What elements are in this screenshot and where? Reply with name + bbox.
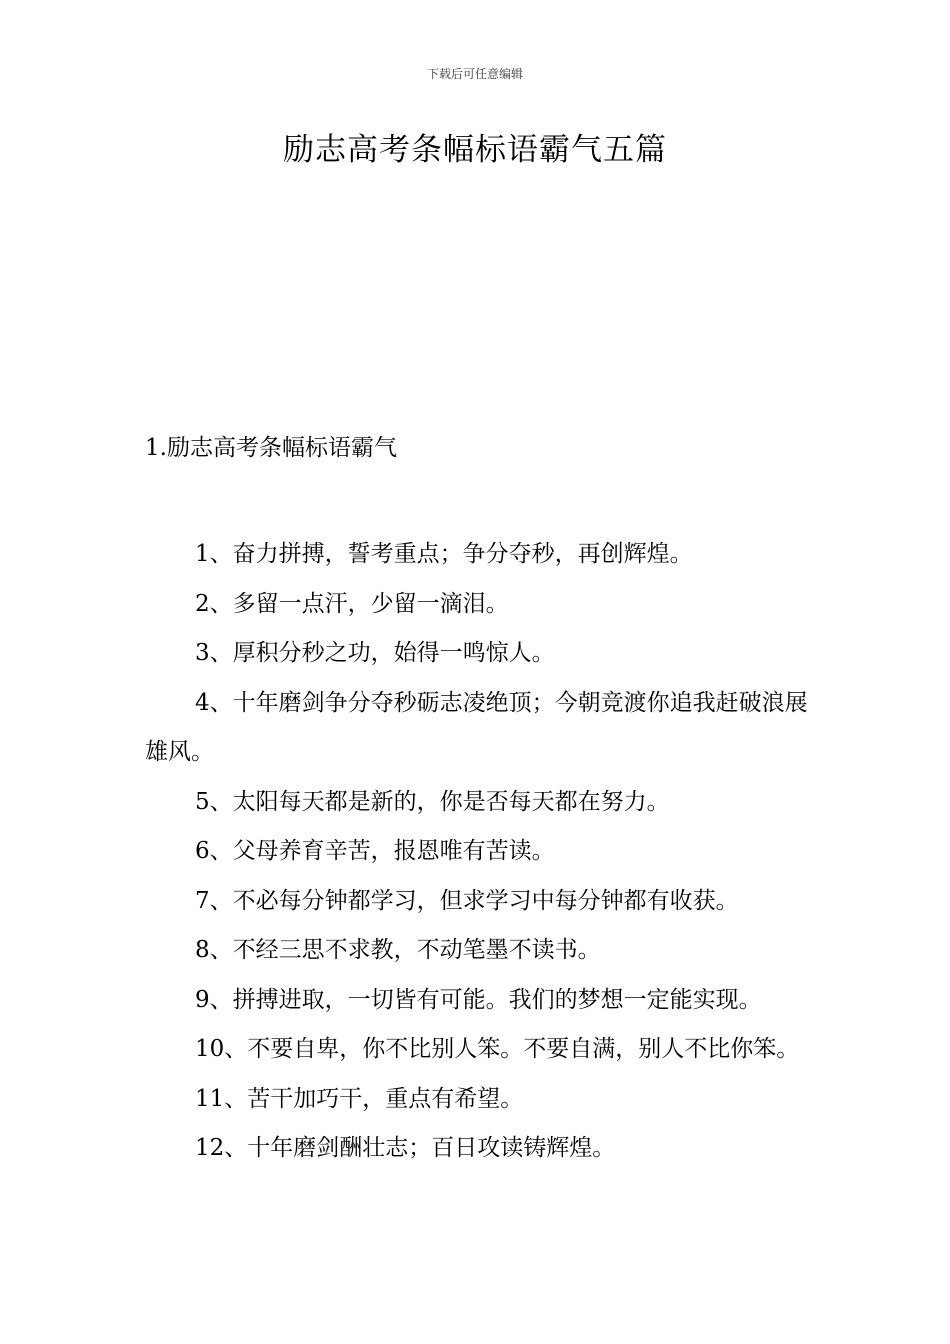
slogan-item: 5、太阳每天都是新的，你是否每天都在努力。	[195, 788, 670, 815]
section-heading: 1.励志高考条幅标语霸气	[145, 435, 397, 461]
slogan-item: 3、厚积分秒之功，始得一鸣惊人。	[195, 640, 555, 666]
document-title: 励志高考条幅标语霸气五篇	[283, 132, 667, 168]
slogan-item: 10、不要自卑，你不比别人笨。不要自满，别人不比你笨。	[195, 1036, 800, 1062]
slogan-list	[145, 530, 810, 1174]
slogan-item: 12、十年磨剑酬壮志；百日攻读铸辉煌。	[195, 1135, 616, 1161]
slogan-item: 1、奋力拼搏，誓考重点；争分夺秒，再创辉煌。	[195, 541, 693, 567]
header-note: 下载后可任意编辑	[426, 67, 523, 81]
slogan-item: 7、不必每分钟都学习，但求学习中每分钟都有收获。	[195, 887, 739, 914]
slogan-item: 6、父母养育辛苦，报恩唯有苦读。	[195, 838, 555, 864]
slogan-item: 8、不经三思不求教，不动笔墨不读书。	[195, 937, 601, 963]
slogan-item: 9、拼搏进取，一切皆有可能。我们的梦想一定能实现。	[195, 986, 762, 1013]
slogan-item: 4、十年磨剑争分夺秒砺志凌绝顶；今朝竞渡你追我赶破浪展雄风。	[145, 689, 808, 765]
slogan-item: 11、苦干加巧干，重点有希望。	[195, 1085, 524, 1112]
slogan-item: 2、多留一点汗，少留一滴泪。	[195, 590, 509, 617]
